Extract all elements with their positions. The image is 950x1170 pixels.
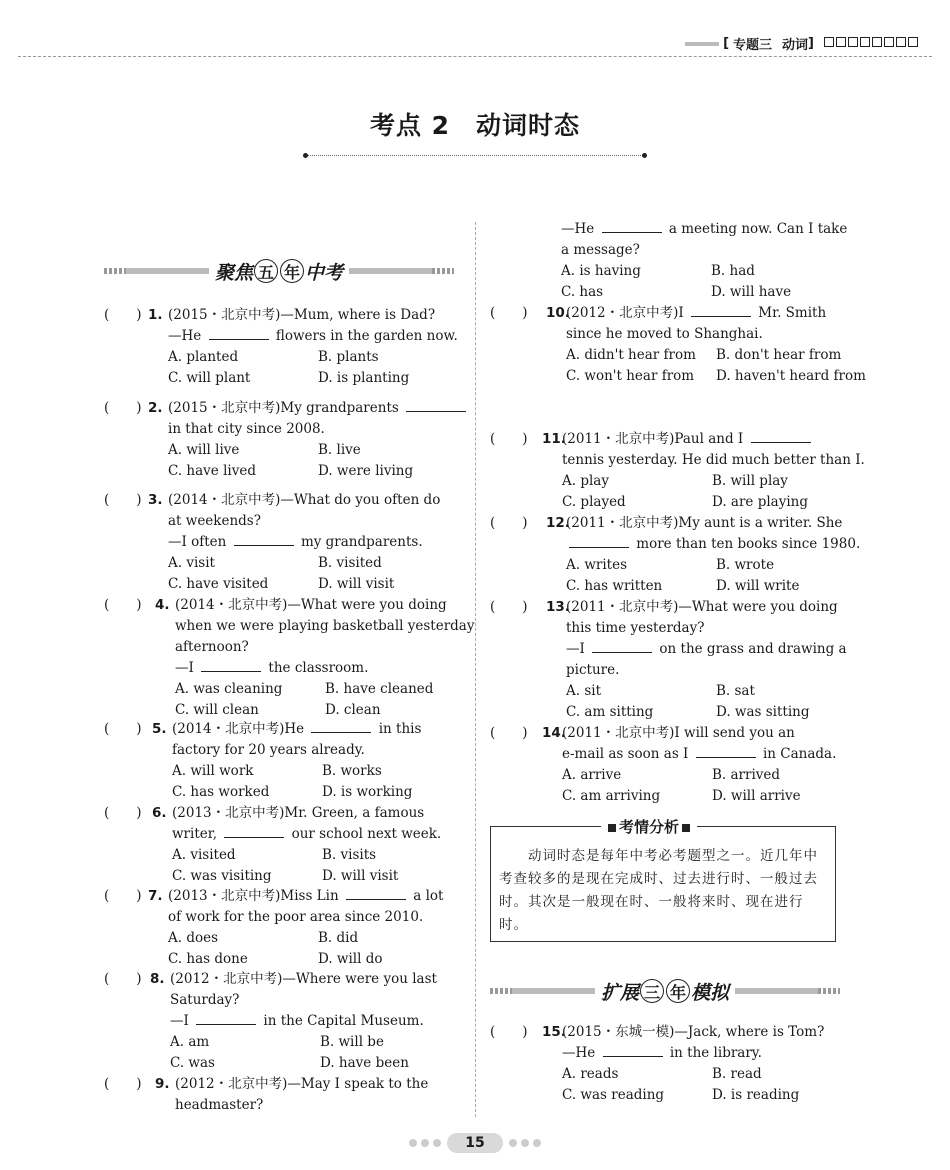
answer-option[interactable]: A. was cleaning [175, 681, 283, 697]
header-bracket-open: [ [723, 36, 730, 51]
answer-option[interactable]: B. sat [716, 683, 755, 699]
answer-option[interactable]: C. has done [168, 951, 248, 967]
option-row [566, 345, 866, 366]
question-body [168, 886, 468, 970]
question-text: of work for the poor area since 2010. [168, 909, 424, 925]
option-row [566, 366, 866, 387]
analysis-text: 动词时态是每年中考必考题型之一。近几年中考查较多的是现在完成时、过去进行时、一般过去时。其次是一般现在时、一般将来时、现在进行时。 [499, 848, 818, 933]
question-line [562, 1043, 862, 1064]
question-line [562, 744, 862, 765]
question-text: in that city since 2008. [168, 421, 325, 437]
question-body [168, 305, 468, 389]
option-row [562, 765, 862, 786]
answer-option[interactable]: A. is having [561, 263, 641, 279]
question-number: 11. [542, 431, 566, 447]
question-body [562, 429, 865, 513]
analysis-title [601, 816, 697, 837]
question-text: e-mail as soon as I [562, 746, 693, 762]
question-text: since he moved to Shanghai. [566, 326, 763, 342]
answer-bracket[interactable]: ( ) [490, 1024, 528, 1040]
banner-circle-char: 年 [666, 979, 690, 1003]
answer-option[interactable]: A. sit [566, 683, 602, 699]
answer-option[interactable]: A. planted [168, 349, 239, 365]
answer-bracket[interactable]: ( ) [104, 721, 142, 737]
question-number: 5. [152, 721, 167, 737]
answer-option[interactable]: D. is reading [712, 1087, 800, 1103]
question-text: (2012・北京中考)I [566, 305, 689, 321]
question-text: flowers in the garden now. [271, 328, 458, 344]
header-divider [18, 56, 932, 57]
answer-option[interactable]: D. was sitting [716, 704, 810, 720]
banner-stripe [104, 268, 126, 274]
question-line [170, 1011, 470, 1032]
answer-blank[interactable] [224, 824, 284, 838]
question-line [566, 324, 866, 345]
answer-blank[interactable] [592, 639, 652, 653]
answer-bracket[interactable]: ( ) [104, 1076, 142, 1092]
answer-option[interactable]: C. am arriving [562, 788, 661, 804]
banner-word: 中考 [305, 261, 344, 284]
question-text: —I [170, 1013, 194, 1029]
question-text: —I [175, 660, 199, 676]
option-row [566, 555, 866, 576]
header-bar [685, 42, 719, 46]
answer-option[interactable]: D. will arrive [712, 788, 801, 804]
answer-option[interactable]: B. visited [318, 555, 382, 571]
answer-option[interactable]: B. will be [320, 1034, 384, 1050]
page-title: 考点 2 动词时态 [369, 111, 581, 140]
question-line [566, 618, 866, 639]
answer-option[interactable]: A. arrive [562, 767, 622, 783]
question-text: in Canada. [758, 746, 837, 762]
option-row [172, 782, 472, 803]
question-text: more than ten books since 1980. [632, 536, 861, 552]
question-line [168, 398, 469, 419]
answer-option[interactable]: C. have visited [168, 576, 269, 592]
option-row [175, 679, 475, 700]
question-text: tennis yesterday. He did much better than I. [562, 452, 865, 468]
section-banner-recent-exams [104, 256, 454, 286]
answer-option[interactable]: C. am sitting [566, 704, 654, 720]
answer-option[interactable]: C. has written [566, 578, 663, 594]
question-text: (2012・北京中考)—May I speak to the [175, 1076, 429, 1092]
answer-blank[interactable] [603, 1043, 663, 1057]
question-text: headmaster? [175, 1097, 264, 1113]
question-text: a message? [561, 242, 640, 258]
option-row [168, 949, 468, 970]
question-line [172, 719, 472, 740]
answer-option[interactable]: B. works [322, 763, 382, 779]
question-text: Saturday? [170, 992, 240, 1008]
question-line [170, 990, 470, 1011]
question-line [172, 740, 472, 761]
banner-bar [349, 268, 432, 274]
answer-option[interactable]: A. didn't hear from [566, 347, 696, 363]
answer-bracket[interactable]: ( ) [104, 597, 142, 613]
question-line [168, 511, 468, 532]
question-line [175, 1095, 428, 1116]
question-body [172, 719, 472, 803]
answer-blank[interactable] [234, 532, 294, 546]
question-line [172, 824, 472, 845]
option-row [561, 261, 861, 282]
question-body [562, 1022, 862, 1106]
banner-bar [735, 988, 818, 994]
banner-text [595, 978, 735, 1005]
question-line [566, 639, 866, 660]
answer-blank[interactable] [346, 886, 406, 900]
answer-bracket[interactable]: ( ) [104, 307, 142, 323]
question-number: 10. [546, 305, 570, 321]
answer-option[interactable]: A. am [170, 1034, 210, 1050]
answer-option[interactable]: D. were living [318, 463, 414, 479]
question-line [562, 1022, 862, 1043]
question-text: (2013・北京中考)Mr. Green, a famous [172, 805, 425, 821]
answer-option[interactable]: B. had [711, 263, 755, 279]
question-text: in the Capital Museum. [259, 1013, 424, 1029]
option-row [168, 928, 468, 949]
option-row [566, 702, 866, 723]
analysis-title-text: 考情分析 [619, 818, 680, 836]
page-number: 15 [447, 1133, 503, 1153]
answer-option[interactable]: D. will have [711, 284, 792, 300]
answer-blank[interactable] [696, 744, 756, 758]
banner-circle-char: 三 [640, 979, 664, 1003]
question-text: (2012・北京中考)—Where were you last [170, 971, 437, 987]
question-text: at weekends? [168, 513, 261, 529]
answer-option[interactable]: A. does [168, 930, 219, 946]
answer-bracket[interactable]: ( ) [104, 971, 142, 987]
question-body [175, 595, 475, 721]
answer-option[interactable]: B. don't hear from [716, 347, 842, 363]
answer-blank[interactable] [311, 719, 371, 733]
question-line [566, 597, 866, 618]
answer-option[interactable]: B. wrote [716, 557, 775, 573]
answer-option[interactable]: C. was visiting [172, 868, 272, 884]
answer-blank[interactable] [209, 326, 269, 340]
option-row [168, 368, 468, 389]
header-squares [822, 36, 918, 51]
question-line [566, 513, 866, 534]
question-text: —He [562, 1045, 600, 1061]
question-body [562, 723, 862, 807]
banner-circle-char: 五 [254, 259, 278, 283]
answer-bracket[interactable]: ( ) [104, 888, 142, 904]
answer-option[interactable]: D. is working [322, 784, 413, 800]
question-line [566, 660, 866, 681]
option-row [172, 866, 472, 887]
question-line [168, 907, 468, 928]
answer-option[interactable]: B. will play [712, 473, 788, 489]
question-line [168, 532, 468, 553]
option-row [562, 1064, 862, 1085]
question-body [168, 490, 468, 595]
answer-option[interactable]: C. won't hear from [566, 368, 695, 384]
page-footer [0, 1133, 950, 1153]
option-row [170, 1032, 470, 1053]
question-text: writer, [172, 826, 222, 842]
banner-word: 扩展 [600, 981, 639, 1004]
question-body [168, 398, 469, 482]
option-row [562, 1085, 862, 1106]
answer-option[interactable]: C. will clean [175, 702, 259, 718]
question-number: 2. [148, 400, 163, 416]
banner-stripe [818, 988, 840, 994]
answer-option[interactable]: D. will visit [318, 576, 395, 592]
running-header [685, 34, 918, 53]
answer-option[interactable]: C. has worked [172, 784, 270, 800]
question-text: when we were playing basketball yesterday [175, 618, 475, 634]
answer-blank[interactable] [201, 658, 261, 672]
answer-bracket[interactable]: ( ) [490, 305, 528, 321]
answer-option[interactable]: A. visited [172, 847, 236, 863]
question-text: in this [374, 721, 422, 737]
question-line [175, 595, 475, 616]
banner-circle-char: 年 [280, 259, 304, 283]
answer-blank[interactable] [406, 398, 466, 412]
question-line [562, 723, 862, 744]
answer-option[interactable]: C. will plant [168, 370, 251, 386]
answer-option[interactable]: A. visit [168, 555, 215, 571]
answer-option[interactable]: D. will visit [322, 868, 399, 884]
answer-option[interactable]: B. read [712, 1066, 762, 1082]
question-text: in the library. [665, 1045, 762, 1061]
question-text: this time yesterday? [566, 620, 705, 636]
header-section: 专题三 [733, 38, 773, 53]
column-divider [475, 222, 476, 1117]
question-line [562, 429, 865, 450]
option-row [168, 553, 468, 574]
question-body [172, 803, 472, 887]
answer-bracket[interactable]: ( ) [104, 805, 142, 821]
answer-option[interactable]: D. is planting [318, 370, 410, 386]
question-line [172, 803, 472, 824]
answer-blank[interactable] [602, 219, 662, 233]
question-line [168, 305, 468, 326]
question-line [168, 419, 469, 440]
answer-blank[interactable] [569, 534, 629, 548]
option-row [172, 761, 472, 782]
question-text: afternoon? [175, 639, 249, 655]
banner-stripe [490, 988, 512, 994]
question-text: (2014・北京中考)—What do you often do [168, 492, 441, 508]
answer-blank[interactable] [691, 303, 751, 317]
question-line [175, 616, 475, 637]
question-body [175, 1074, 428, 1116]
question-number: 6. [152, 805, 167, 821]
question-line [561, 219, 861, 240]
option-row [562, 471, 865, 492]
question-line [168, 326, 468, 347]
answer-bracket[interactable]: ( ) [490, 515, 528, 531]
question-number: 1. [148, 307, 163, 323]
header-topic: 动词 [782, 38, 809, 53]
question-line [566, 303, 866, 324]
question-body [561, 219, 861, 303]
question-line [175, 658, 475, 679]
banner-word: 模拟 [691, 981, 730, 1004]
option-row [170, 1053, 470, 1074]
banner-stripe [432, 268, 454, 274]
question-body [566, 303, 866, 387]
option-row [566, 681, 866, 702]
answer-blank[interactable] [196, 1011, 256, 1025]
question-text: —He [561, 221, 599, 237]
question-number: 9. [155, 1076, 170, 1092]
banner-bar [126, 268, 209, 274]
question-line [170, 969, 470, 990]
question-number: 12. [546, 515, 570, 531]
answer-option[interactable]: D. haven't heard from [716, 368, 866, 384]
question-text: (2015・北京中考)My grandparents [168, 400, 404, 416]
answer-option[interactable]: B. did [318, 930, 359, 946]
header-bracket-close: ] [808, 36, 814, 51]
question-text: (2011・北京中考)I will send you an [562, 725, 795, 741]
option-row [175, 700, 475, 721]
answer-option[interactable]: A. will live [168, 442, 240, 458]
option-row [168, 461, 469, 482]
question-text: (2014・北京中考)He [172, 721, 309, 737]
question-text: (2015・北京中考)—Mum, where is Dad? [168, 307, 436, 323]
question-text: the classroom. [264, 660, 369, 676]
question-text: on the grass and drawing a [655, 641, 847, 657]
question-text: factory for 20 years already. [172, 742, 365, 758]
section-banner-mock-exams [490, 976, 840, 1006]
answer-option[interactable]: A. will work [172, 763, 254, 779]
answer-option[interactable]: C. played [562, 494, 626, 510]
question-text: a lot [408, 888, 444, 904]
answer-option[interactable]: D. clean [325, 702, 381, 718]
question-text: (2014・北京中考)—What were you doing [175, 597, 447, 613]
question-text: —I [566, 641, 590, 657]
question-number: 14. [542, 725, 566, 741]
answer-bracket[interactable]: ( ) [490, 725, 528, 741]
question-text: (2011・北京中考)—What were you doing [566, 599, 838, 615]
question-line [562, 450, 865, 471]
question-text: a meeting now. Can I take [664, 221, 848, 237]
question-text: (2011・北京中考)Paul and I [562, 431, 748, 447]
footer-dots-left [409, 1139, 441, 1147]
answer-option[interactable]: B. have cleaned [325, 681, 434, 697]
option-row [562, 492, 865, 513]
option-row [168, 440, 469, 461]
question-line [175, 1074, 428, 1095]
question-number: 13. [546, 599, 570, 615]
question-text: Mr. Smith [754, 305, 827, 321]
title-underline [305, 155, 645, 156]
answer-option[interactable]: B. plants [318, 349, 379, 365]
answer-option[interactable]: D. are playing [712, 494, 808, 510]
question-text: picture. [566, 662, 620, 678]
question-text: my grandparents. [296, 534, 423, 550]
question-number: 7. [148, 888, 163, 904]
question-text: (2011・北京中考)My aunt is a writer. She [566, 515, 843, 531]
answer-option[interactable]: A. reads [562, 1066, 619, 1082]
question-line [566, 534, 866, 555]
option-row [168, 347, 468, 368]
answer-option[interactable]: D. will do [318, 951, 383, 967]
question-body [566, 597, 866, 723]
question-text: (2015・东城一模)—Jack, where is Tom? [562, 1024, 825, 1040]
option-row [168, 574, 468, 595]
option-row [561, 282, 861, 303]
answer-bracket[interactable]: ( ) [490, 431, 528, 447]
banner-text [209, 258, 349, 285]
answer-bracket[interactable]: ( ) [490, 599, 528, 615]
answer-option[interactable]: D. have been [320, 1055, 409, 1071]
answer-option[interactable]: B. arrived [712, 767, 781, 783]
question-line [168, 490, 468, 511]
analysis-box [490, 818, 836, 942]
banner-bar [512, 988, 595, 994]
question-text: our school next week. [287, 826, 442, 842]
question-body [170, 969, 470, 1074]
question-line [168, 886, 468, 907]
answer-blank[interactable] [751, 429, 811, 443]
answer-option[interactable]: D. will write [716, 578, 800, 594]
answer-option[interactable]: A. play [562, 473, 609, 489]
question-number: 3. [148, 492, 163, 508]
answer-bracket[interactable]: ( ) [104, 400, 142, 416]
question-line [175, 637, 475, 658]
answer-option[interactable]: C. was [170, 1055, 215, 1071]
answer-option[interactable]: C. was reading [562, 1087, 665, 1103]
question-text: —I often [168, 534, 231, 550]
banner-word: 聚焦 [214, 261, 253, 284]
question-body [566, 513, 866, 597]
answer-bracket[interactable]: ( ) [104, 492, 142, 508]
question-number: 15. [542, 1024, 566, 1040]
question-line [561, 240, 861, 261]
question-number: 8. [150, 971, 165, 987]
option-row [566, 576, 866, 597]
footer-dots-right [509, 1139, 541, 1147]
question-number: 4. [155, 597, 170, 613]
answer-option[interactable]: B. visits [322, 847, 377, 863]
question-text: —He [168, 328, 206, 344]
option-row [562, 786, 862, 807]
answer-option[interactable]: A. writes [566, 557, 628, 573]
answer-option[interactable]: C. have lived [168, 463, 256, 479]
question-text: (2013・北京中考)Miss Lin [168, 888, 343, 904]
answer-option[interactable]: B. live [318, 442, 361, 458]
answer-option[interactable]: C. has [561, 284, 604, 300]
option-row [172, 845, 472, 866]
